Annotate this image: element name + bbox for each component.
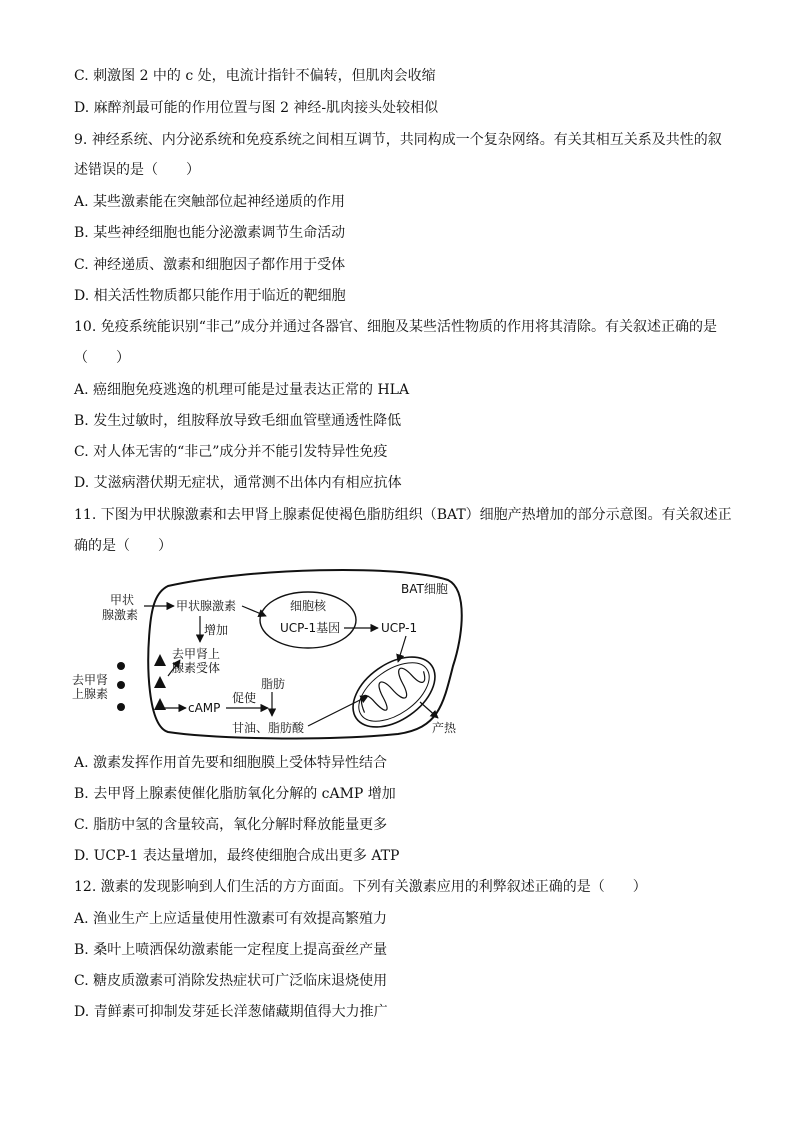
- camp-label: cAMP: [188, 701, 221, 715]
- q9-option-c: C. 神经递质、激素和细胞因子都作用于受体: [74, 257, 346, 273]
- q12-option-c: C. 糖皮质激素可消除发热症状可广泛临床退烧使用: [74, 973, 388, 989]
- line-c: C. 刺激图 2 中的 c 处，电流计指针不偏转，但肌肉会收缩: [74, 68, 436, 84]
- q10-option-c: C. 对人体无害的“非己”成分并不能引发特异性免疫: [74, 444, 388, 460]
- increase-label: 增加: [204, 623, 229, 637]
- q10-option-a: A. 癌细胞免疫逃逸的机理可能是过量表达正常的 HLA: [74, 382, 410, 398]
- receptor-label-2: 腺素受体: [172, 661, 221, 675]
- q9-stem-2: 述错误的是（ ）: [74, 162, 200, 178]
- norepinephrine-dot-3: [117, 703, 125, 711]
- promote-label: 促使: [232, 691, 257, 705]
- bat-cell-diagram: [68, 566, 468, 740]
- receptor-label-1: 去甲肾上: [172, 647, 221, 661]
- thyroid-hormone-inside: 甲状腺激素: [176, 599, 237, 613]
- arrow-heat: [420, 702, 438, 718]
- q12-option-d: D. 青鲜素可抑制发芽延长洋葱储藏期值得大力推广: [74, 1004, 388, 1020]
- q12-option-b: B. 桑叶上喷洒保幼激素能一定程度上提高蚕丝产量: [74, 942, 388, 958]
- nucleus-label: 细胞核: [290, 599, 327, 613]
- q12-option-a: A. 渔业生产上应适量使用性激素可有效提高繁殖力: [74, 911, 388, 927]
- q9-stem-1: 9. 神经系统、内分泌系统和免疫系统之间相互调节，共同构成一个复杂网络。有关其相互关系及共性的叙: [74, 132, 722, 148]
- receptor-1: [154, 654, 166, 666]
- q11-option-b: B. 去甲肾上腺素使催化脂肪氧化分解的 cAMP 增加: [74, 786, 396, 802]
- q11-stem-2: 确的是（ ）: [74, 538, 172, 554]
- q9-option-b: B. 某些神经细胞也能分泌激素调节生命活动: [74, 225, 346, 241]
- q9-option-d: D. 相关活性物质都只能作用于临近的靶细胞: [74, 288, 346, 304]
- thyroid-hormone-outside-1: 甲状: [110, 593, 135, 607]
- q10-option-d: D. 艾滋病潜伏期无症状，通常测不出体内有相应抗体: [74, 475, 402, 491]
- q11-option-a: A. 激素发挥作用首先要和细胞膜上受体特异性结合: [74, 755, 388, 771]
- q9-option-a: A. 某些激素能在突触部位起神经递质的作用: [74, 194, 346, 210]
- norepinephrine-dot-2: [117, 681, 125, 689]
- gene-label: UCP-1基因: [280, 621, 341, 635]
- norepinephrine-label-2: 上腺素: [72, 687, 109, 701]
- q11-option-c: C. 脂肪中氢的含量较高，氧化分解时释放能量更多: [74, 817, 388, 833]
- line-d: D. 麻醉剂最可能的作用位置与图 2 神经-肌肉接头处较相似: [74, 100, 439, 116]
- thyroid-hormone-outside-2: 腺激素: [102, 608, 139, 622]
- norepinephrine-label-1: 去甲肾: [72, 673, 109, 687]
- q12-stem: 12. 激素的发现影响到人们生活的方方面面。下列有关激素应用的利弊叙述正确的是（ ）: [74, 879, 647, 895]
- q11-stem-1: 11. 下图为甲状腺激素和去甲肾上腺素促使褐色脂肪组织（BAT）细胞产热增加的部分示意图。有关叙述正: [74, 507, 732, 523]
- receptor-2: [154, 676, 166, 688]
- q10-option-b: B. 发生过敏时，组胺释放导致毛细血管壁通透性降低: [74, 413, 402, 429]
- fat-label: 脂肪: [261, 677, 286, 691]
- q10-stem-2: （ ）: [74, 350, 130, 366]
- products-label: 甘油、脂肪酸: [232, 721, 305, 735]
- cell-label: BAT细胞: [401, 582, 448, 596]
- q11-option-d: D. UCP-1 表达量增加，最终使细胞合成出更多 ATP: [74, 848, 400, 864]
- q10-stem-1: 10. 免疫系统能识别“非己”成分并通过各器官、细胞及某些活性物质的作用将其清除。有关叙述正确的是: [74, 319, 718, 335]
- protein-label: UCP-1: [381, 621, 418, 635]
- norepinephrine-dot-1: [117, 662, 125, 670]
- heat-label: 产热: [432, 721, 457, 735]
